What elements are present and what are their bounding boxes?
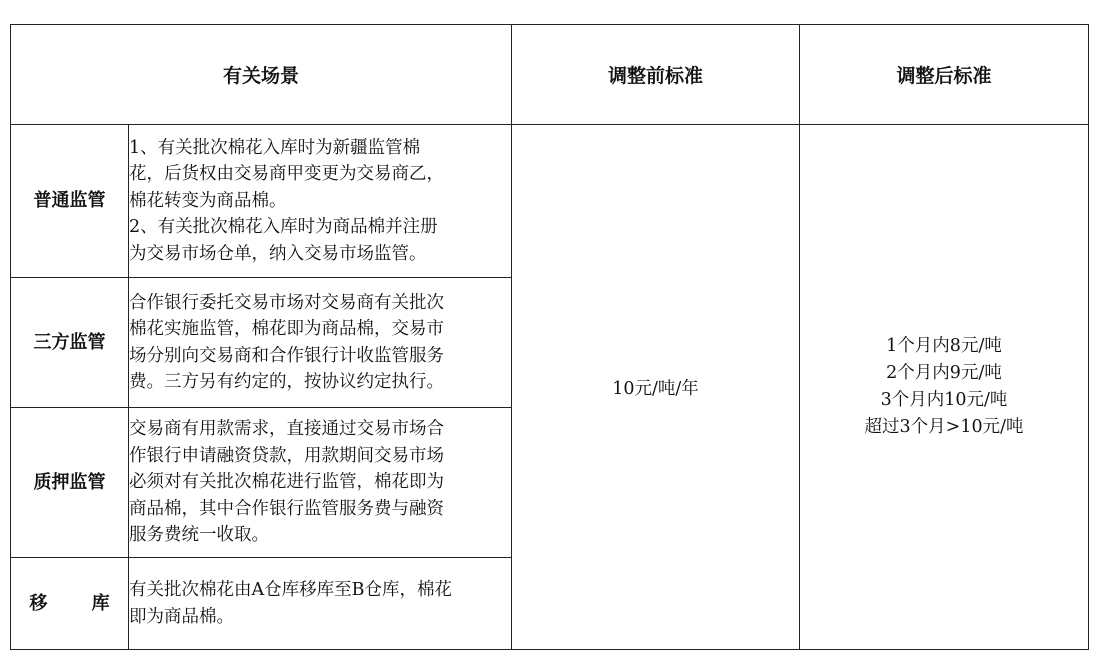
category-cell: 普通监管 bbox=[11, 125, 129, 278]
after-standard-line: 2个月内9元/吨 bbox=[886, 363, 1002, 383]
category-cell: 三方监管 bbox=[11, 278, 129, 408]
description-cell bbox=[129, 278, 512, 408]
header-before-standard: 调整前标准 bbox=[512, 25, 800, 125]
table-row bbox=[11, 125, 1089, 278]
description-line: 场分别向交易商和合作银行计收监管服务 bbox=[129, 345, 444, 366]
before-standard-value: 10元/吨/年 bbox=[612, 378, 699, 399]
description-line: 即为商品棉。 bbox=[129, 606, 234, 627]
description-line: 棉花转变为商品棉。 bbox=[129, 190, 287, 211]
description-line: 有关批次棉花由A仓库移库至B仓库，棉花 bbox=[129, 580, 452, 600]
description-line: 服务费统一收取。 bbox=[129, 525, 269, 546]
description-line: 花，后货权由交易商甲变更为交易商乙， bbox=[129, 164, 444, 185]
header-row bbox=[11, 25, 1089, 125]
description-cell bbox=[129, 125, 512, 278]
description-line: 1、有关批次棉花入库时为新疆监管棉 bbox=[129, 137, 421, 158]
fee-standard-table bbox=[10, 24, 1089, 650]
header-after-standard: 调整后标准 bbox=[800, 25, 1089, 125]
description-line: 交易商有用款需求，直接通过交易市场合 bbox=[129, 419, 444, 440]
before-standard-cell bbox=[512, 125, 800, 650]
description-line: 2、有关批次棉花入库时为商品棉并注册 bbox=[129, 217, 438, 238]
header-scene: 有关场景 bbox=[11, 25, 512, 125]
after-standard-line: 超过3个月>10元/吨 bbox=[864, 417, 1024, 437]
description-line: 商品棉，其中合作银行监管服务费与融资 bbox=[129, 498, 444, 519]
description-cell bbox=[129, 408, 512, 558]
description-line: 作银行申请融资贷款，用款期间交易市场 bbox=[129, 445, 444, 466]
description-line: 为交易市场仓单，纳入交易市场监管。 bbox=[129, 243, 427, 264]
category-cell: 移 库 bbox=[11, 558, 129, 650]
description-line: 费。三方另有约定的，按协议约定执行。 bbox=[129, 372, 444, 392]
after-standard-line: 3个月内10元/吨 bbox=[880, 390, 1008, 410]
description-cell bbox=[129, 558, 512, 650]
after-standard-cell bbox=[800, 125, 1089, 650]
description-line: 合作银行委托交易市场对交易商有关批次 bbox=[129, 292, 444, 313]
description-line: 必须对有关批次棉花进行监管，棉花即为 bbox=[129, 472, 444, 493]
after-standard-line: 1个月内8元/吨 bbox=[886, 336, 1002, 356]
description-line: 棉花实施监管，棉花即为商品棉，交易市 bbox=[129, 319, 444, 339]
category-cell: 质押监管 bbox=[11, 408, 129, 558]
